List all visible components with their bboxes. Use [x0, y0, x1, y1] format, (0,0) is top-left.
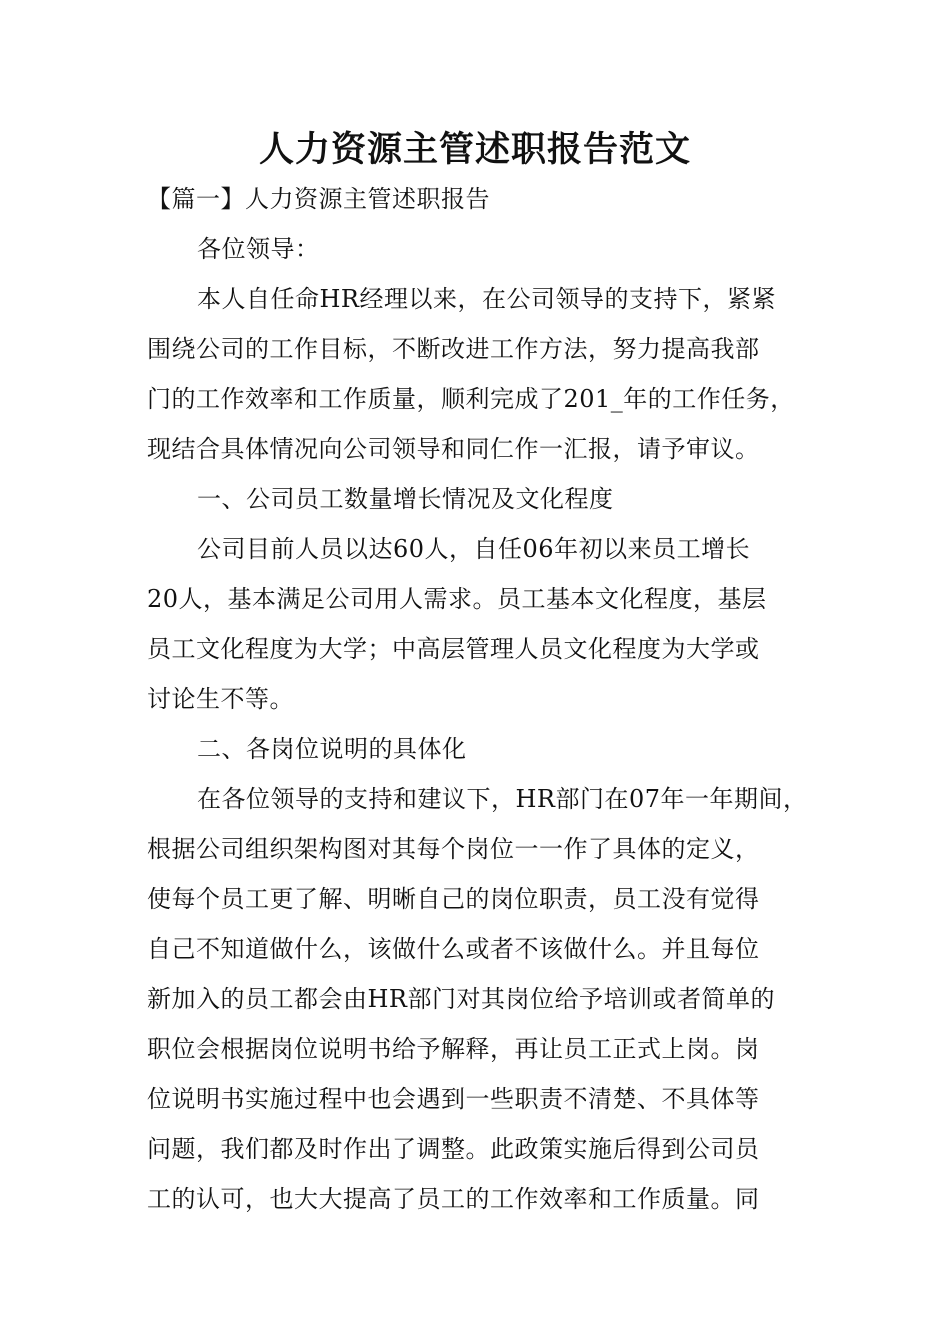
paragraph-line: 门的工作效率和工作质量，顺利完成了201_年的工作任务，: [147, 385, 795, 413]
paragraph-line: 问题，我们都及时作出了调整。此政策实施后得到公司员: [147, 1135, 760, 1163]
paragraph-line: 位说明书实施过程中也会遇到一些职责不清楚、不具体等: [147, 1085, 760, 1113]
paragraph-line: 现结合具体情况向公司领导和同仁作一汇报，请予审议。: [147, 435, 760, 463]
section-subheading: 二、各岗位说明的具体化: [197, 735, 467, 763]
paragraph-line: 工的认可，也大大提高了员工的工作效率和工作质量。同: [147, 1185, 760, 1213]
paragraph-line: 新加入的员工都会由HR部门对其岗位给予培训或者简单的: [147, 985, 775, 1013]
section-heading: 【篇一】人力资源主管述职报告: [147, 185, 490, 213]
paragraph-line: 职位会根据岗位说明书给予解释，再让员工正式上岗。岗: [147, 1035, 760, 1063]
paragraph-line: 在各位领导的支持和建议下，HR部门在07年一年期间，: [197, 785, 808, 813]
paragraph-line: 自己不知道做什么，该做什么或者不该做什么。并且每位: [147, 935, 760, 963]
salutation: 各位领导：: [197, 235, 320, 263]
paragraph-line: 根据公司组织架构图对其每个岗位一一作了具体的定义，: [147, 835, 760, 863]
paragraph-line: 本人自任命HR经理以来，在公司领导的支持下，紧紧: [197, 285, 776, 313]
document-title: 人力资源主管述职报告范文: [258, 129, 691, 170]
paragraph-line: 讨论生不等。: [147, 685, 294, 713]
section-subheading: 一、公司员工数量增长情况及文化程度: [197, 485, 614, 513]
paragraph-line: 公司目前人员以达60人，自任06年初以来员工增长: [197, 535, 751, 563]
paragraph-line: 使每个员工更了解、明晰自己的岗位职责，员工没有觉得: [147, 885, 760, 913]
paragraph-line: 围绕公司的工作目标，不断改进工作方法，努力提高我部: [147, 335, 760, 363]
paragraph-line: 员工文化程度为大学；中高层管理人员文化程度为大学或: [147, 635, 760, 663]
paragraph-line: 20人，基本满足公司用人需求。员工基本文化程度，基层: [147, 585, 767, 613]
